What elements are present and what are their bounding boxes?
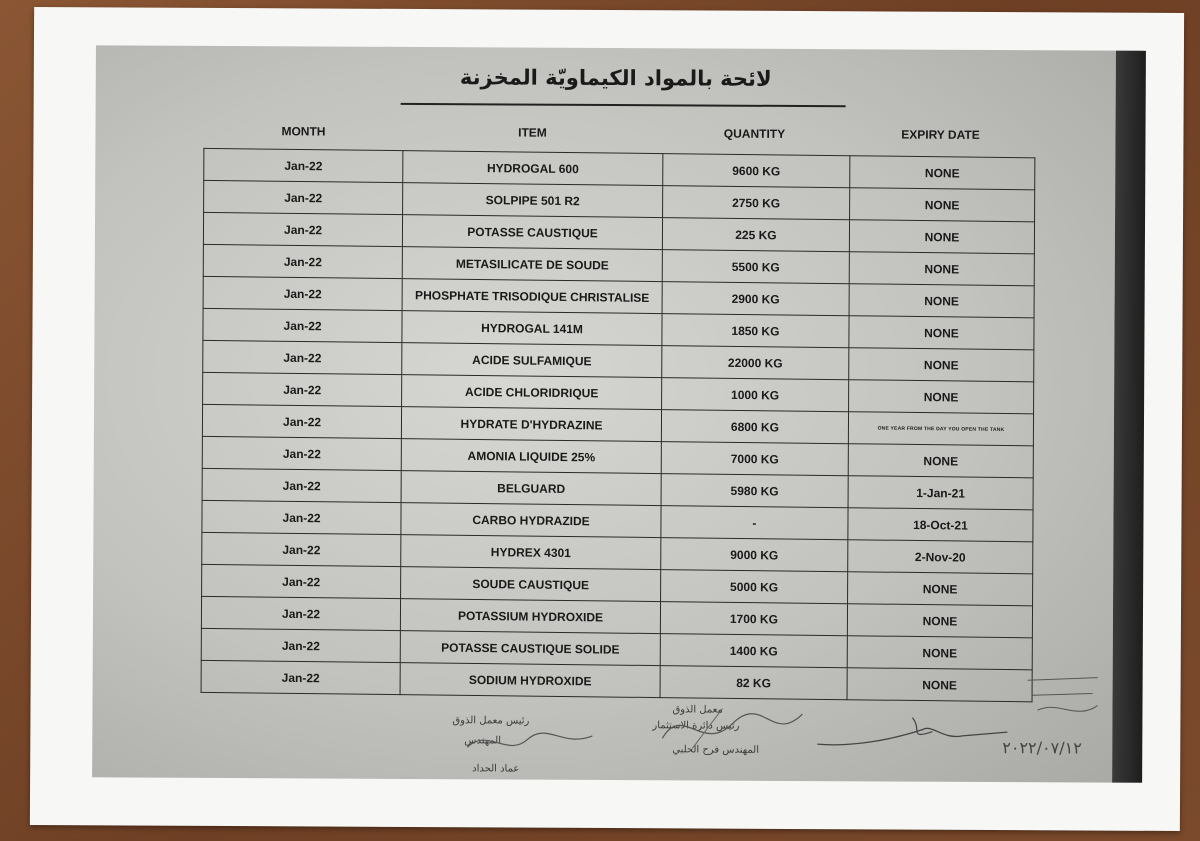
cell-item: SODIUM HYDROXIDE <box>400 663 660 698</box>
cell-month: Jan-22 <box>203 212 402 246</box>
cell-item: HYDROGAL 600 <box>403 151 663 186</box>
paper-sheet <box>30 7 1184 831</box>
cell-expiry: NONE <box>850 156 1035 190</box>
signature-2-title: معمل الذوق <box>672 704 723 716</box>
cell-item: POTASSE CAUSTIQUE <box>403 215 663 250</box>
cell-item: ACIDE CHLORIDRIQUE <box>402 375 662 410</box>
cell-expiry: NONE <box>847 636 1032 670</box>
cell-month: Jan-22 <box>203 244 402 278</box>
cell-quantity: 7000 KG <box>661 442 848 476</box>
cell-month: Jan-22 <box>202 532 401 566</box>
cell-quantity: 9000 KG <box>661 538 848 572</box>
cell-item: HYDROGAL 141M <box>402 311 662 346</box>
cell-expiry: NONE <box>849 220 1034 254</box>
cell-month: Jan-22 <box>201 628 400 662</box>
cell-quantity: 1850 KG <box>662 314 849 348</box>
cell-expiry: NONE <box>847 604 1032 638</box>
copy-edge-shadow <box>1112 51 1146 783</box>
cell-expiry: NONE <box>849 348 1034 382</box>
header-expiry-date: EXPIRY DATE <box>901 127 980 142</box>
cell-item: PHOSPHATE TRISODIQUE CHRISTALISE <box>402 279 662 314</box>
signature-1-role: المهندس <box>464 735 502 747</box>
cell-month: Jan-22 <box>203 372 402 406</box>
cell-month: Jan-22 <box>202 436 401 470</box>
cell-item: AMONIA LIQUIDE 25% <box>401 439 661 474</box>
cell-expiry: ONE YEAR FROM THE DAY YOU OPEN THE TANK <box>848 412 1033 446</box>
header-item: ITEM <box>518 125 547 140</box>
cell-expiry: NONE <box>848 572 1033 606</box>
cell-month: Jan-22 <box>201 596 400 630</box>
cell-month: Jan-22 <box>203 340 402 374</box>
cell-item: ACIDE SULFAMIQUE <box>402 343 662 378</box>
cell-expiry: NONE <box>850 188 1035 222</box>
signature-date: ٢٠٢٢/٠٧/١٢ <box>1002 738 1082 758</box>
cell-quantity: 9600 KG <box>663 154 850 188</box>
cell-expiry: NONE <box>849 252 1034 286</box>
cell-quantity: 22000 KG <box>662 346 849 380</box>
cell-item: HYDREX 4301 <box>401 535 661 570</box>
cell-item: SOLPIPE 501 R2 <box>403 183 663 218</box>
signature-1-scribble <box>462 717 602 768</box>
header-month: MONTH <box>281 124 326 139</box>
cell-quantity: 1000 KG <box>662 378 849 412</box>
cell-quantity: 5500 KG <box>662 250 849 284</box>
cell-expiry: NONE <box>849 316 1034 350</box>
cell-month: Jan-22 <box>203 308 402 342</box>
cell-item: SOUDE CAUSTIQUE <box>401 567 661 602</box>
cell-item: POTASSIUM HYDROXIDE <box>401 599 661 634</box>
title-underline <box>401 103 846 107</box>
cell-month: Jan-22 <box>202 404 401 438</box>
cell-item: HYDRATE D'HYDRAZINE <box>402 407 662 442</box>
cell-expiry: 18-Oct-21 <box>848 508 1033 542</box>
photocopy-area <box>92 45 1116 782</box>
header-quantity: QUANTITY <box>723 126 786 141</box>
cell-quantity: 1400 KG <box>660 634 847 668</box>
signature-2-role: رئيس دائرة الاستثمار <box>652 720 740 732</box>
document-title: لائحة بالمواد الكيماويّة المخزنة <box>459 65 772 91</box>
cell-quantity: 225 KG <box>662 218 849 252</box>
signature-3-scribble <box>812 709 1012 760</box>
signature-1-name: عماد الحداد <box>472 763 520 775</box>
cell-quantity: 5980 KG <box>661 474 848 508</box>
cell-month: Jan-22 <box>204 148 403 182</box>
cell-expiry: NONE <box>847 668 1032 702</box>
cell-expiry: NONE <box>849 380 1034 414</box>
cell-month: Jan-22 <box>201 660 400 694</box>
cell-quantity: - <box>661 506 848 540</box>
signature-1-title: رئيس معمل الذوق <box>452 715 530 727</box>
cell-month: Jan-22 <box>202 564 401 598</box>
cell-month: Jan-22 <box>202 468 401 502</box>
cell-quantity: 1700 KG <box>660 602 847 636</box>
cell-item: BELGUARD <box>401 471 661 506</box>
signature-2-scribble <box>652 698 812 759</box>
cell-month: Jan-22 <box>202 500 401 534</box>
cell-quantity: 5000 KG <box>661 570 848 604</box>
chemicals-table-body <box>201 148 1035 701</box>
chemicals-table <box>201 148 1036 702</box>
cell-quantity: 6800 KG <box>661 410 848 444</box>
cell-month: Jan-22 <box>204 180 403 214</box>
cell-item: POTASSE CAUSTIQUE SOLIDE <box>400 631 660 666</box>
cell-expiry: NONE <box>848 444 1033 478</box>
column-headers <box>203 124 1043 148</box>
signature-2-name: المهندس فرح الحلبي <box>672 744 760 756</box>
cell-item: METASILICATE DE SOUDE <box>402 247 662 282</box>
cell-item: CARBO HYDRAZIDE <box>401 503 661 538</box>
cell-quantity: 2900 KG <box>662 282 849 316</box>
cell-quantity: 2750 KG <box>663 186 850 220</box>
cell-month: Jan-22 <box>203 276 402 310</box>
cell-expiry: NONE <box>849 284 1034 318</box>
cell-expiry: 2-Nov-20 <box>848 540 1033 574</box>
signature-4-scribble <box>1017 665 1107 725</box>
cell-quantity: 82 KG <box>660 666 847 700</box>
cell-expiry: 1-Jan-21 <box>848 476 1033 510</box>
